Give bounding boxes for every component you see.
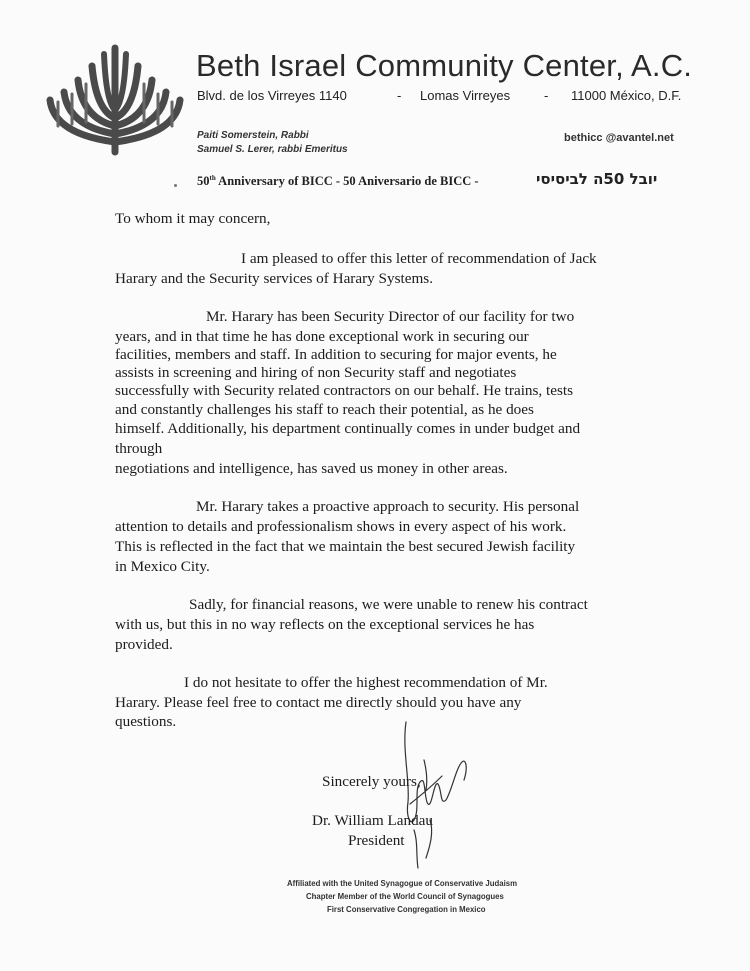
body-line: and constantly challenges his staff to reach their potential, as he does xyxy=(115,401,534,418)
address-district: Lomas Virreyes xyxy=(420,88,511,103)
body-line: assists in screening and hiring of non Security staff and negotiates xyxy=(115,364,517,381)
contact-email: bethicc @avantel.net xyxy=(564,132,674,144)
body-line: in Mexico City. xyxy=(115,558,210,575)
footer-chapter: Chapter Member of the World Council of Synagogues xyxy=(306,892,504,901)
body-line: facilities, members and staff. In addition to securing for major events, he xyxy=(115,346,557,363)
rabbi-emeritus-name: Samuel S. Lerer, rabbi Emeritus xyxy=(197,144,348,155)
speck xyxy=(174,184,177,187)
body-line: through xyxy=(115,440,163,457)
body-line: himself. Additionally, his department continually comes in under budget and xyxy=(115,420,581,437)
address-separator: - xyxy=(397,88,402,103)
anniversary-hebrew: יובל 50ה לביסיסי xyxy=(536,170,658,188)
body-line: years, and in that time he has done exceptional work in securing our xyxy=(115,328,529,345)
body-line: I am pleased to offer this letter of recommendation of Jack xyxy=(241,250,597,267)
body-line: with us, but this in no way reflects on the exceptional services he has xyxy=(115,616,535,633)
menorah-logo-icon xyxy=(40,42,190,157)
address-street: Blvd. de los Virreyes 1140 xyxy=(197,88,347,103)
body-line: successfully with Security related contractors on our behalf. He trains, tests xyxy=(115,382,574,399)
rabbi-name: Paiti Somerstein, Rabbi xyxy=(197,130,309,141)
body-line: This is reflected in the fact that we maintain the best secured Jewish facility xyxy=(115,538,576,555)
footer-affiliation: Affiliated with the United Synagogue of Conservative Judaism xyxy=(287,879,518,888)
address-separator: - xyxy=(544,88,549,103)
closing: Sincerely yours, xyxy=(322,773,421,790)
body-line: Harary and the Security services of Harary Systems. xyxy=(115,270,433,287)
body-line: I do not hesitate to offer the highest recommendation of Mr. xyxy=(184,674,548,691)
body-line: Sadly, for financial reasons, we were unable to renew his contract xyxy=(189,596,588,613)
signer-name: Dr. William Landau xyxy=(312,812,434,829)
salutation: To whom it may concern, xyxy=(115,210,271,227)
anniversary-line: 50th Anniversary of BICC - 50 Aniversario de BICC - xyxy=(197,174,479,189)
organization-name: Beth Israel Community Center, A.C. xyxy=(196,48,693,83)
body-line: Harary. Please feel free to contact me directly should you have any xyxy=(115,694,522,711)
address-city: 11000 México, D.F. xyxy=(571,88,682,103)
signer-title: President xyxy=(348,832,405,849)
body-line: questions. xyxy=(115,713,177,730)
body-line: attention to details and professionalism shows in every aspect of his work. xyxy=(115,518,567,535)
body-line: negotiations and intelligence, has saved us money in other areas. xyxy=(115,460,508,477)
body-line: Mr. Harary has been Security Director of our facility for two xyxy=(206,308,575,325)
body-line: Mr. Harary takes a proactive approach to security. His personal xyxy=(196,498,580,515)
footer-congregation: First Conservative Congregation in Mexico xyxy=(327,905,486,914)
body-line: provided. xyxy=(115,636,173,653)
